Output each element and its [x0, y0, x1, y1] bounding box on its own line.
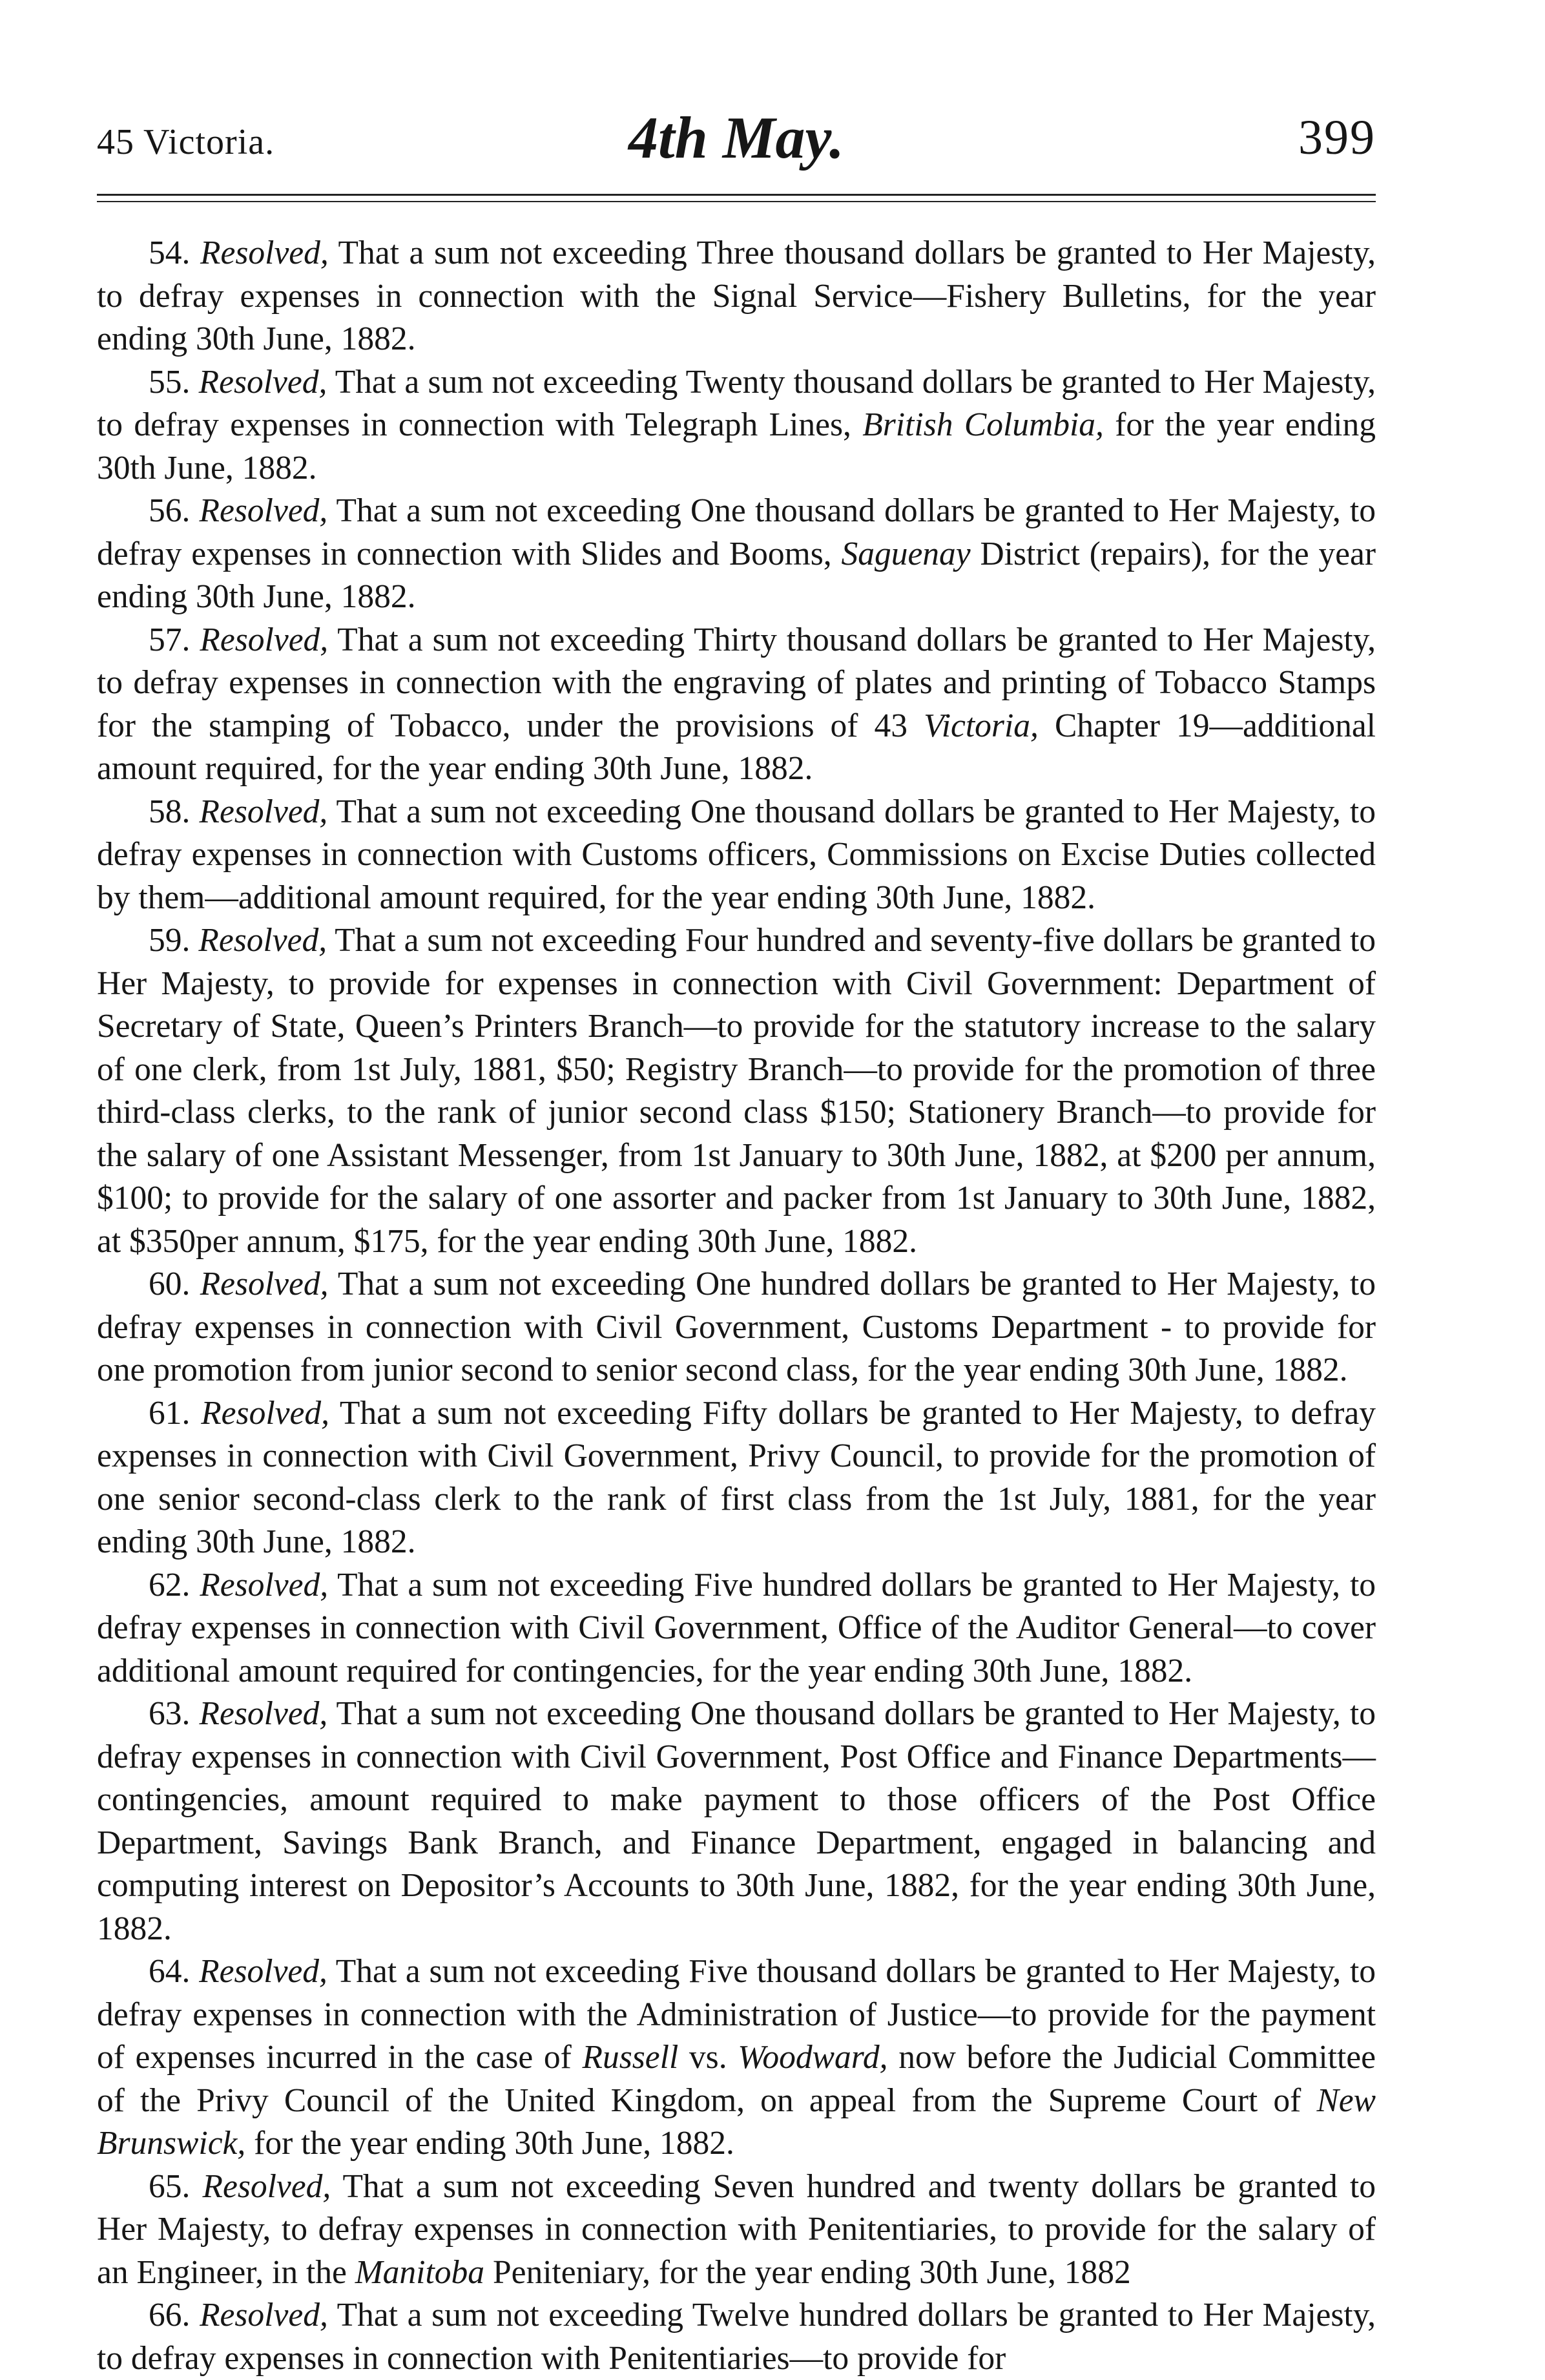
- resolution-paragraph: [97, 361, 1376, 490]
- resolved-word: Resolved,: [198, 363, 327, 401]
- document-page: [97, 97, 1376, 2380]
- page-date: 4th May.: [628, 105, 844, 171]
- resolution-text: That a sum not exceeding Seven hundred and twenty dollars be granted to Her Majesty, to defray expenses in connection with Penitentiaries, to provide for the salary of an Engineer, in the: [97, 2167, 1376, 2291]
- resolved-word: Resolved,: [199, 793, 328, 830]
- resolved-word: Resolved,: [200, 1566, 329, 1603]
- resolution-number: 56.: [149, 492, 191, 529]
- resolution-text: That a sum not exceeding One thousand dollars be granted to Her Majesty, to defray expenses in connection with Slides and Booms,: [97, 492, 1376, 572]
- resolution-paragraph: [97, 919, 1376, 1263]
- italic-text: Russell: [582, 2039, 679, 2076]
- resolution-text: for the year ending 30th June, 1882.: [97, 406, 1376, 486]
- resolution-paragraph: [97, 2166, 1376, 2295]
- resolution-text: That a sum not exceeding Three thousand dollars be granted to Her Majesty, to defray expenses in connection with the Signal Service—Fishery Bulletins, for the year ending 30th June, 1882.: [97, 235, 1376, 357]
- resolution-text: for the year ending 30th June, 1882.: [245, 2125, 734, 2162]
- resolution-text: That a sum not exceeding Thirty thousand dollars be granted to Her Majesty, to defray expenses in connection with the engraving of plates and printing of Tobacco Stamps for the stamping of Tobacco, under the provisions of 43: [97, 621, 1376, 744]
- resolution-text: That a sum not exceeding Five hundred dollars be granted to Her Majesty, to defray expenses in connection with Civil Government, Office of the Auditor General—to cover additional amount required for contingencies, for the year ending 30th June, 1882.: [97, 1566, 1376, 1689]
- resolved-word: Resolved,: [201, 1394, 329, 1432]
- resolved-word: Resolved,: [200, 235, 329, 271]
- resolution-text: vs.: [678, 2039, 738, 2076]
- italic-text: Saguenay: [841, 535, 971, 572]
- resolution-paragraph: [97, 1693, 1376, 1950]
- resolution-paragraph: [97, 1263, 1376, 1392]
- resolution-text: That a sum not exceeding One hundred dollars be granted to Her Majesty, to defray expenses in connection with Civil Government, Customs Department - to provide for one promotion from junior second to senior second class, for the year ending 30th June, 1882.: [97, 1266, 1376, 1388]
- resolution-paragraph: [97, 619, 1376, 791]
- resolved-word: Resolved,: [200, 1266, 329, 1302]
- italic-text: British Columbia,: [862, 406, 1104, 443]
- resolved-word: Resolved,: [200, 2297, 328, 2333]
- header-rule-top: [97, 194, 1376, 196]
- resolution-number: 59.: [149, 922, 191, 959]
- resolution-number: 62.: [149, 1566, 191, 1603]
- resolution-text: Chapter 19—additional amount required, for the year ending 30th June, 1882.: [97, 707, 1376, 787]
- resolution-number: 66.: [149, 2297, 191, 2333]
- resolved-word: Resolved,: [199, 1695, 328, 1732]
- page-header: [97, 97, 1376, 194]
- resolution-number: 55.: [149, 363, 191, 401]
- italic-text: New Brunswick,: [97, 2082, 1376, 2162]
- italic-text: Woodward,: [738, 2039, 888, 2076]
- resolution-text: That a sum not exceeding Four hundred and seventy-five dollars be granted to Her Majesty, to provide for expenses in connection with Civil Government: Department of Secretary of State, Queen’s Printers Branch—to provide for the statutory increase to the salary of one clerk, from 1st July, 1881, $50; Registry Branch—to provide for the promotion of three third-class clerks, to the rank of junior second class $150; Stationery Branch—to provide for the salary of one Assistant Messenger, from 1st January to 30th June, 1882, at $200 per annum, $100; to provide for the salary of one assorter and packer from 1st January to 30th June, 1882, at $350per annum, $175, for the year ending 30th June, 1882.: [97, 922, 1376, 1260]
- resolution-number: 65.: [149, 2167, 191, 2205]
- resolution-number: 60.: [149, 1266, 191, 1302]
- resolution-text: That a sum not exceeding One thousand dollars be granted to Her Majesty, to defray expenses in connection with Civil Government, Post Office and Finance Departments—contingencies, amount required to make payment to those officers of the Post Office Department, Savings Bank Branch, and Finance Department, engaged in balancing and computing interest on Depositor’s Accounts to 30th June, 1882, for the year ending 30th June, 1882.: [97, 1695, 1376, 1947]
- italic-text: Manitoba: [355, 2253, 485, 2291]
- resolution-text: District (repairs), for the year ending 30th June, 1882.: [97, 535, 1376, 615]
- session-label: 45 Victoria.: [97, 122, 275, 162]
- resolution-text: That a sum not exceeding Twelve hundred dollars be granted to Her Majesty, to defray expenses in connection with Penitentiaries—to provide for: [97, 2297, 1376, 2377]
- resolved-word: Resolved,: [200, 621, 329, 658]
- resolution-number: 57.: [149, 621, 191, 658]
- page-number: 399: [1298, 110, 1376, 165]
- resolutions-body: [97, 232, 1376, 2380]
- italic-text: Victoria,: [924, 707, 1039, 744]
- resolution-paragraph: [97, 1392, 1376, 1564]
- resolution-text: Peniteniary, for the year ending 30th June, 1882: [484, 2253, 1131, 2291]
- resolution-text: That a sum not exceeding Five thousand dollars be granted to Her Majesty, to defray expenses in connection with the Administration of Justice—to provide for the payment of expenses incurred in the case of: [97, 1953, 1376, 2076]
- resolution-text: That a sum not exceeding Twenty thousand dollars be granted to Her Majesty, to defray expenses in connection with Telegraph Lines,: [97, 363, 1376, 443]
- resolution-paragraph: [97, 232, 1376, 361]
- resolution-number: 54.: [149, 235, 191, 271]
- resolution-paragraph: [97, 791, 1376, 920]
- resolution-text: now before the Judicial Committee of the Privy Council of the United Kingdom, on appeal from the Supreme Court of: [97, 2039, 1376, 2119]
- resolution-number: 63.: [149, 1695, 191, 1732]
- resolved-word: Resolved,: [199, 492, 328, 529]
- resolved-word: Resolved,: [198, 922, 327, 959]
- resolution-paragraph: [97, 490, 1376, 619]
- resolution-number: 61.: [149, 1394, 191, 1432]
- resolution-paragraph: [97, 1564, 1376, 1693]
- resolution-paragraph: [97, 1950, 1376, 2166]
- resolution-number: 58.: [149, 793, 191, 830]
- resolution-text: That a sum not exceeding One thousand dollars be granted to Her Majesty, to defray expenses in connection with Customs officers, Commissions on Excise Duties collected by them—additional amount required, for the year ending 30th June, 1882.: [97, 793, 1376, 916]
- header-rule-bottom: [97, 201, 1376, 202]
- resolved-word: Resolved,: [202, 2167, 331, 2205]
- resolution-text: That a sum not exceeding Fifty dollars be granted to Her Majesty, to defray expenses in connection with Civil Government, Privy Council, to provide for the promotion of one senior second-class clerk to the rank of first class from the 1st July, 1881, for the year ending 30th June, 1882.: [97, 1394, 1376, 1560]
- resolution-paragraph: [97, 2294, 1376, 2380]
- resolution-number: 64.: [149, 1953, 191, 1990]
- resolved-word: Resolved,: [199, 1953, 327, 1990]
